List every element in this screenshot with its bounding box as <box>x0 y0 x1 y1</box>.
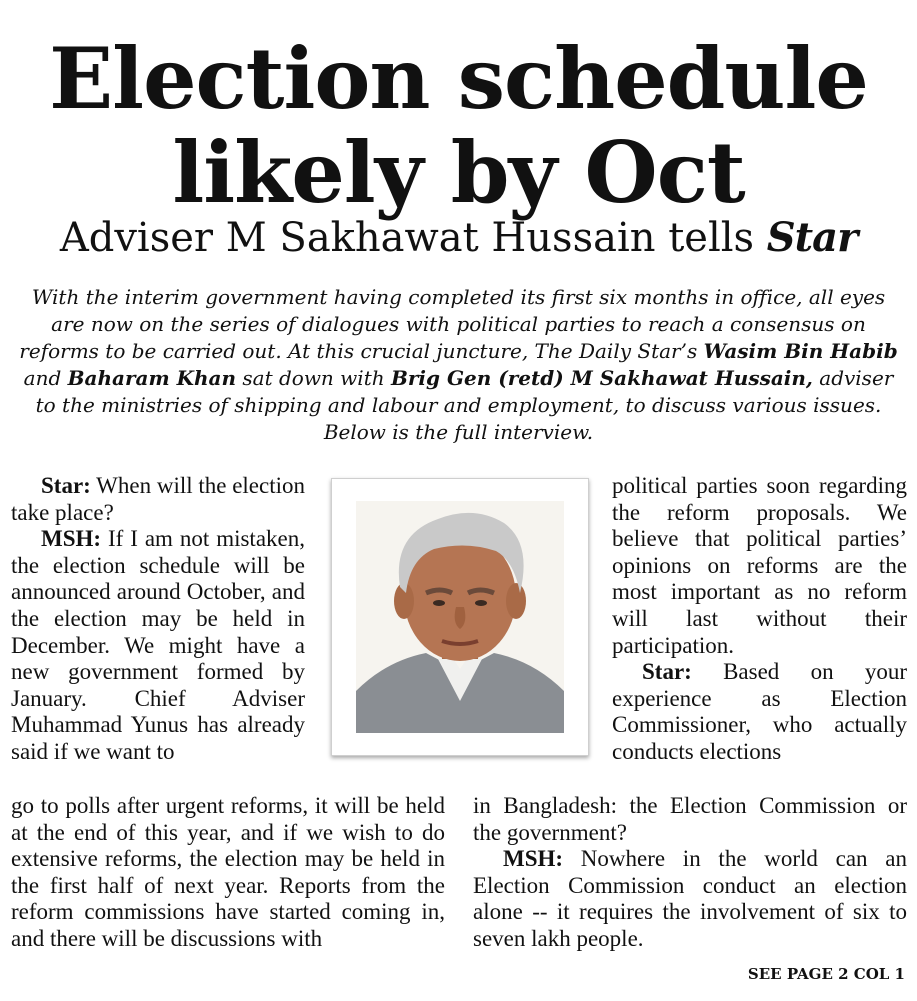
answer-2 <box>473 846 907 952</box>
answer-1-start <box>11 526 305 765</box>
question-2-text-bottom: in Bangladesh: the Election Commission or the government? <box>473 793 907 845</box>
intro-part-1: With the interim government having completed its first six months in office, all eyes are now on the series of dialogues with political parties to reach a consensus on reforms to be carried out. At this crucial juncture, The Daily Star’s <box>19 285 886 363</box>
article-column-right-bottom <box>473 793 907 953</box>
intro-part-3: sat down with <box>236 366 391 390</box>
subheadline-text: Adviser M Sakhawat Hussain tells <box>59 215 767 261</box>
continuation-link[interactable]: SEE PAGE 2 COL 1 <box>747 965 905 983</box>
question-2-speaker: Star: <box>642 659 692 685</box>
question-2-start <box>612 659 907 765</box>
answer-2-speaker: MSH: <box>503 846 564 872</box>
portrait-photo <box>331 478 589 756</box>
answer-2-text: Nowhere in the world can an Election Commission conduct an election alone -- it requires the involvement of six to seven lakh people. <box>473 846 907 951</box>
intro-paragraph <box>14 284 903 446</box>
article-column-right-top <box>612 473 907 766</box>
answer-1-text-right: political parties soon regarding the reform proposals. We believe that political parties’ opinions on reforms are the most important as no reform will last without their participation. <box>612 473 907 658</box>
subheadline <box>0 214 917 262</box>
question-1 <box>11 473 305 526</box>
intro-part-2: and <box>23 366 68 390</box>
article-column-left-top <box>11 473 305 766</box>
answer-1-text-bottom: go to polls after urgent reforms, it will be held at the end of this year, and if we wish to do extensive reforms, the election may be held in the first half of next year. Reports from the reform commissions have started coming in, and there will be discussions with <box>11 793 445 951</box>
intro-name-2: Baharam Khan <box>67 366 237 390</box>
star-logo: Star <box>766 214 858 261</box>
portrait-image <box>356 501 564 733</box>
answer-1-text-top: If I am not mistaken, the election schedule will be announced around October, and the election may be held in December. We might have a new government formed by January. Chief Adviser Muhammad Yunus has already said if we want to <box>11 526 305 764</box>
question-1-speaker: Star: <box>41 473 91 498</box>
intro-name-1: Wasim Bin Habib <box>703 339 898 363</box>
question-2-text-top: Based on your experience as Election Commissioner, who actually conducts elections <box>612 659 907 764</box>
question-1-text: When will the election take place? <box>11 473 306 525</box>
headline-line-2: likely by Oct <box>172 123 745 222</box>
intro-part-4: adviser to the ministries of shipping and labour and employment, to discuss various issues. Below is the full interview. <box>35 366 894 444</box>
article-column-left-bottom <box>11 793 445 953</box>
intro-name-3: Brig Gen (retd) M Sakhawat Hussain, <box>390 366 813 390</box>
answer-1-speaker: MSH: <box>41 526 102 552</box>
headline-line-1: Election schedule <box>49 29 868 128</box>
